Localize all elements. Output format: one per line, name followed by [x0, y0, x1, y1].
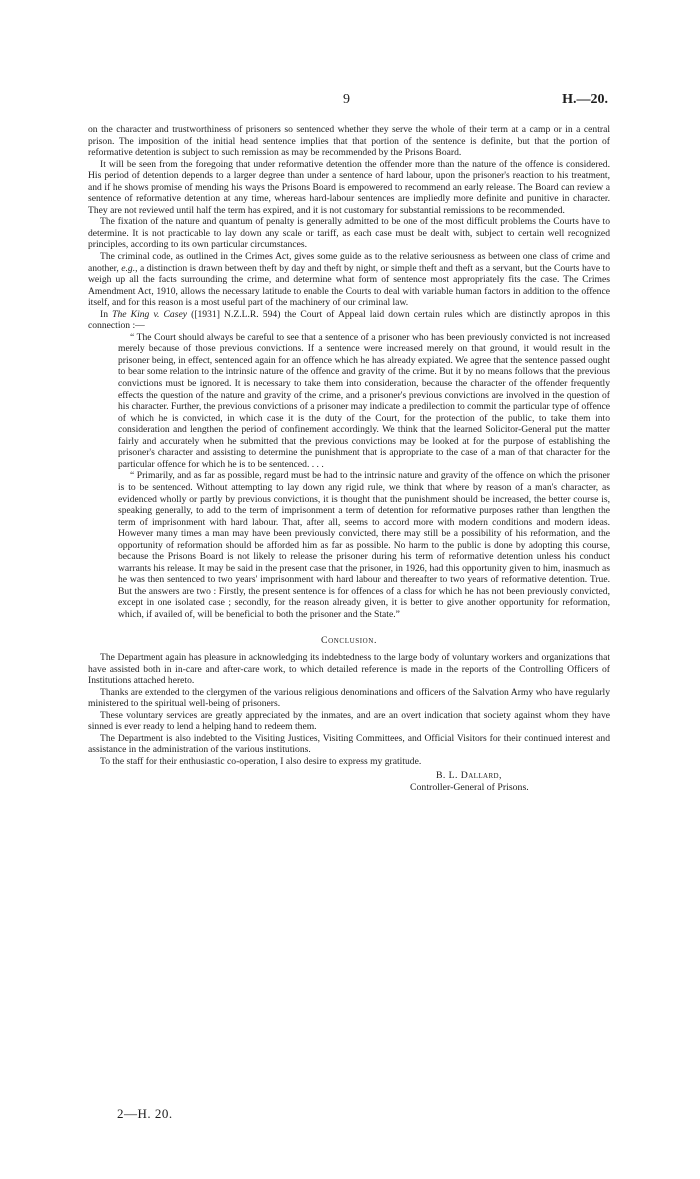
paragraph: on the character and trustworthiness of prisoners so sentenced whether they serve the whole of their term at a camp or in a central prison. The imposition of the initial head sentence implies that that portion of the sentence is definite, but that the portion of reformative detention is subject to such remission as may be recommended by the Prisons Board.	[88, 124, 610, 159]
quote-paragraph: “ Primarily, and as far as possible, regard must be had to the intrinsic nature and gravity of the offence on which the prisoner is to be sentenced. Without attempting to lay down any rigid rule, we think that where by reason of a man's character, as evidenced wholly or partly by previous convictions, it is thought that the punishment should be increased, the better course is, speaking generally, to add to the term of imprisonment a term of detention for reformative purposes rather than lengthen the term of imprisonment with hard labour. That, after all, seems to accord more with modern conditions and modern ideas. However many times a man may have been previously convicted, there may still be a possibility of his reformation, and the opportunity of reformation should be afforded him as far as possible. No harm to the public is done by adopting this course, because the Prisons Board is not likely to release the prisoner during his term of reformative detention unless his conduct warrants his release. It may be said in the present case that the prisoner, in 1926, had this opportunity given to him, inasmuch as he was then sentenced to two years' imprisonment with hard labour and thereafter to two years of reformative detention. True. But the answers are two : Firstly, the present sentence is for offences of a class for which he has not been previously convicted, except in one isolated case ; secondly, for the reason already given, it is better to give another opportunity for reformation, which, if availed of, will be beneficial to both the prisoner and the State.”	[118, 470, 610, 620]
section-heading: Conclusion.	[320, 634, 378, 646]
paragraph: The fixation of the nature and quantum of penalty is generally admitted to be one of the most difficult problems the Courts have to determine. It is not practicable to lay down any scale or tariff, as each case must be dealt with, subject to certain well recognized principles, according to its own particular circumstances.	[88, 216, 610, 251]
conclusion-paragraph: These voluntary services are greatly appreciated by the inmates, and are an overt indication that society against whom they have sinned is ever ready to lend a helping hand to redeem them.	[88, 709, 610, 733]
signatory-title: Controller-General of Prisons.	[410, 781, 529, 793]
conclusion-paragraph: The Department is also indebted to the Visiting Justices, Visiting Committees, and Official Visitors for their continued interest and assistance in the administration of the various institutions.	[88, 732, 610, 756]
conclusion-paragraph: The Department again has pleasure in acknowledging its indebtedness to the large body of voluntary workers and organizations that have assisted both in in-care and after-care work, to which detailed reference is made in the reports of the Controlling Officers of Institutions attached hereto.	[88, 652, 610, 687]
document-reference: H.—20.	[562, 92, 608, 107]
conclusion-paragraph: Thanks are extended to the clergymen of the various religious denominations and officers of the Salvation Army who have regularly ministered to the spiritual well-being of prisoners.	[88, 686, 610, 710]
text-span: ([1931] N.Z.L.R. 594) the Court of Appeal laid down certain rules which are distinctly apropos in this connection :—	[88, 308, 611, 332]
page-footer: 2—H. 20.	[117, 1106, 173, 1121]
signatory-name: B. L. Dallard,	[436, 769, 502, 781]
signature-block	[88, 770, 610, 794]
conclusion-paragraph: To the staff for their enthusiastic co-operation, I also desire to express my gratitude.	[100, 755, 422, 767]
document-page	[88, 92, 610, 794]
page-number: 9	[343, 92, 350, 107]
paragraph-crimes-act	[88, 251, 610, 309]
case-name: The King v. Casey	[112, 308, 187, 320]
page-header	[88, 92, 610, 114]
paragraph: It will be seen from the foregoing that under reformative detention the offender more than the nature of the offence is considered. His period of detention depends to a larger degree than under a sentence of hard labour, upon the prisoner's reaction to his treatment, and if he shows promise of mending his ways the Prisons Board is empowered to recommend an early release. The Board can review a sentence of reformative detention at any time, whereas hard-labour sentences are impliedly more definite and punitive in character. They are not reviewed until half the term has expired, and it is not customary for substantial remissions to be recommended.	[88, 158, 610, 216]
quote-paragraph: “ The Court should always be careful to see that a sentence of a prisoner who has been previously convicted is not increased merely because of those previous convictions. If a sentence were increased merely on that ground, it would result in the prisoner being, in effect, sentenced again for an offence which he has already expiated. We agree that the sentence passed ought to bear some relation to the intrinsic nature of the offence and gravity of the crime. But it by no means follows that the previous convictions must be ignored. It is necessary to take them into consideration, because the character of the offender frequently effects the question of the nature and gravity of the crime, and a prisoner's previous convictions are involved in the question of his character. Further, the previous convictions of a prisoner may indicate a predilection to commit the particular type of offence of which he is convicted, in which case it is the duty of the Court, for the protection of the public, to take them into consideration and lengthen the period of confinement accordingly. We think that the learned Solicitor-General put the matter fairly and accurately when he submitted that the previous convictions may be looked at for the purpose of establishing the prisoner's character and assisting to determine the punishment that is appropriate to the case of a man of that character for the particular offence for which he is to be sentenced. . . .	[118, 331, 611, 470]
text-span: In	[100, 308, 113, 320]
document-body	[88, 124, 610, 794]
italic-abbrev: e.g.	[121, 262, 136, 274]
text-span: The criminal code, as outlined in the Crimes Act, gives some guide as to the relative seriousness as between one class of crime and another,	[88, 251, 610, 274]
court-quotation	[118, 332, 610, 621]
paragraph-case-citation	[88, 309, 610, 332]
text-span: , a distinction is drawn between theft by day and theft by night, or simple theft and theft as a servant, but the Courts have to weigh up all the facts surrounding the crime, and determine what form of sentence most appropriately fits the case. The Crimes Amendment Act, 1910, allows the necessary latitude to enable the Courts to deal with variable human factors in addition to the offence itself, and for this reason is a most useful part of the machinery of our criminal law.	[88, 262, 610, 309]
